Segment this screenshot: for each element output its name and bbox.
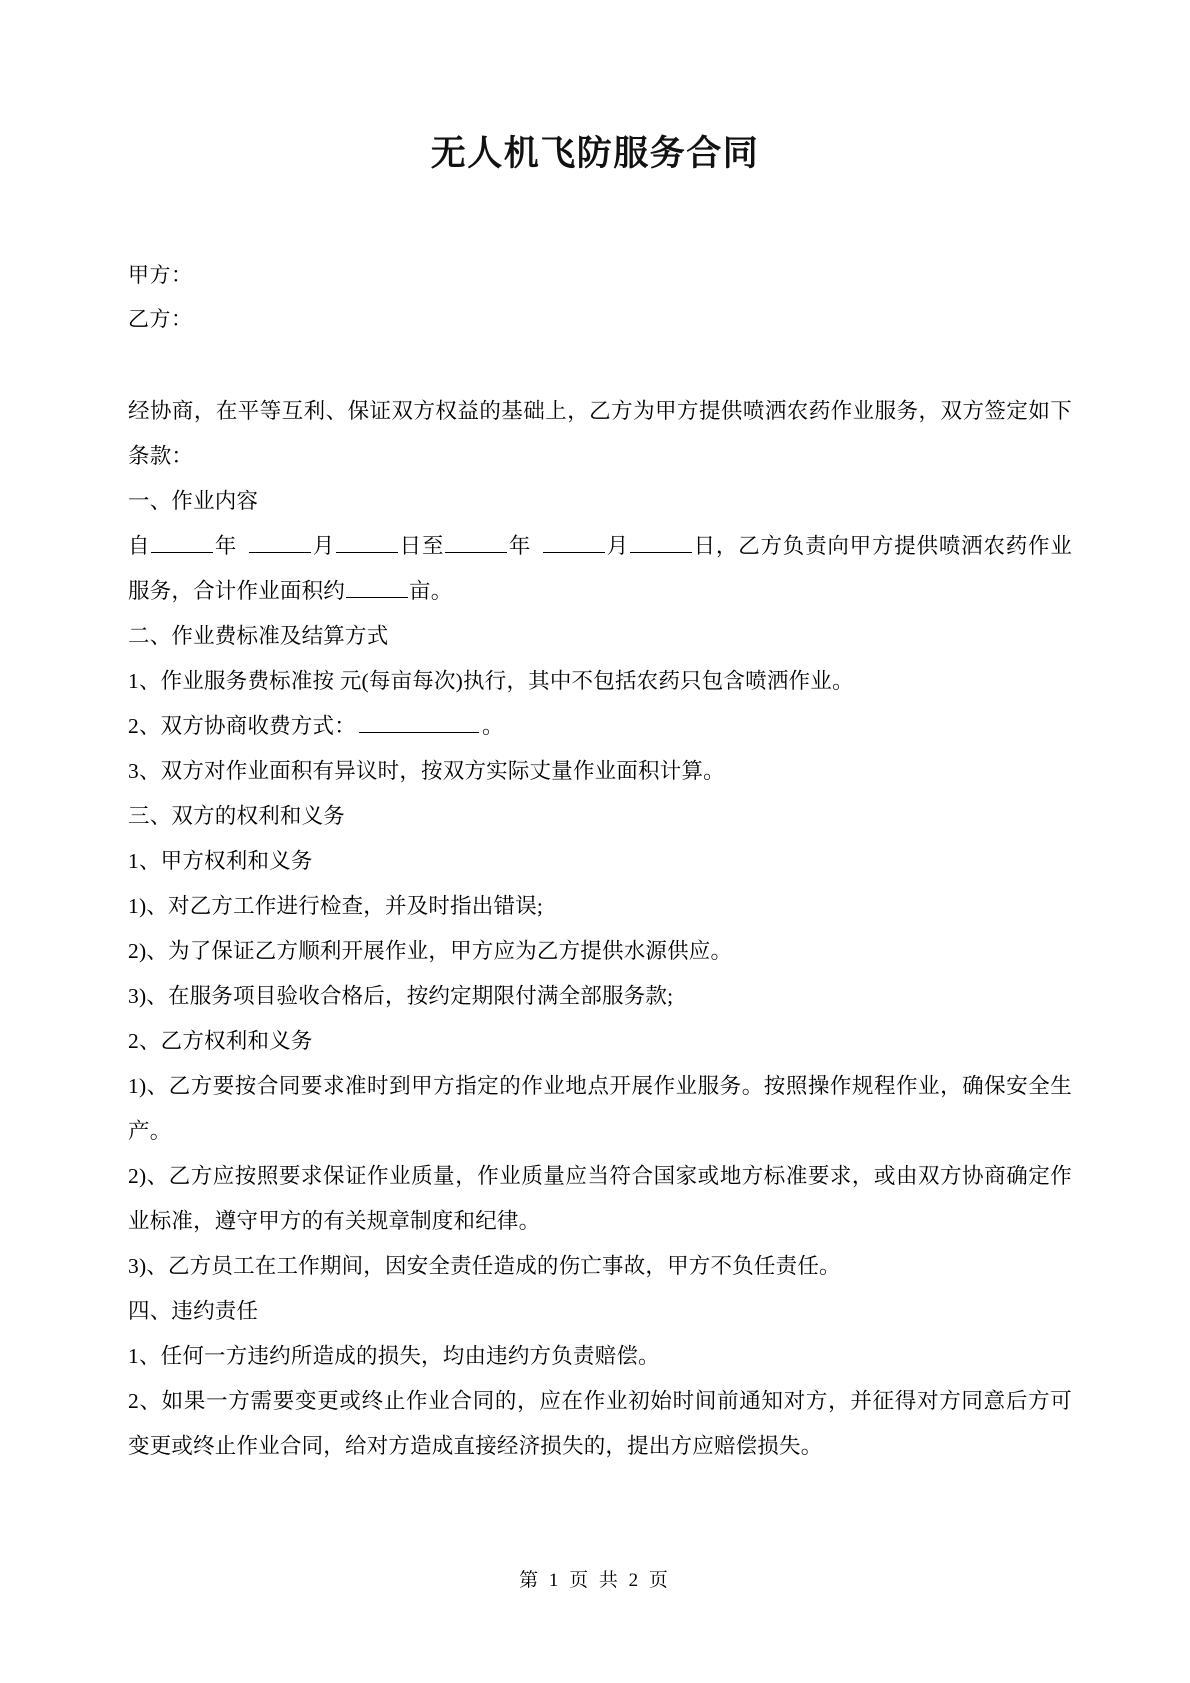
clause-party-a-2: 2)、为了保证乙方顺利开展作业，甲方应为乙方提供水源供应。: [128, 939, 733, 963]
day-label-1: 日至: [399, 534, 445, 558]
day-blank-1: [336, 552, 398, 553]
payment-method-tail: 。: [481, 714, 504, 738]
month-label-2: 月: [606, 534, 630, 558]
section-heading-3: 三、双方的权利和义务: [128, 804, 346, 828]
clause-party-a-rights-heading: 1、甲方权利和义务: [128, 849, 313, 873]
clause-work-content-text: 日，乙方负责向甲方提供喷洒农药作业服务，合计作业面积约: [128, 534, 1073, 603]
clause-work-content-dates: [128, 524, 1072, 614]
page-footer: [0, 1493, 1190, 1683]
year-blank-2: [445, 552, 507, 553]
section-heading-2: 二、作业费标准及结算方式: [128, 624, 389, 648]
clause-payment-method: [128, 704, 1072, 749]
preamble-paragraph: 经协商，在平等互利、保证双方权益的基础上，乙方为甲方提供喷洒农药作业服务，双方签定如下条款：: [128, 399, 1072, 468]
party-second-label: 乙方：: [128, 307, 193, 331]
payment-method-blank: [359, 732, 479, 733]
parties-spacer: [128, 341, 1072, 389]
clause-fee-standard: 1、作业服务费标准按 元(每亩每次)执行，其中不包括农药只包含喷洒作业。: [128, 669, 854, 693]
month-blank-2: [543, 552, 605, 553]
area-unit-label: 亩。: [409, 579, 453, 603]
clause-party-a-1: 1)、对乙方工作进行检查，并及时指出错误;: [128, 894, 544, 918]
document-body: [0, 253, 1190, 1469]
page-number: 第 1 页 共 2 页: [519, 1570, 671, 1591]
clause-breach-1: 1、任何一方违约所造成的损失，均由违约方负责赔偿。: [128, 1344, 660, 1368]
date-prefix: 自: [128, 534, 151, 558]
clause-area-dispute: 3、双方对作业面积有异议时，按双方实际丈量作业面积计算。: [128, 759, 725, 783]
clause-party-b-rights-heading: 2、乙方权利和义务: [128, 1029, 313, 1053]
clause-party-b-1: 1)、乙方要按合同要求准时到甲方指定的作业地点开展作业服务。按照操作规程作业，确保安全生产。: [128, 1074, 1072, 1143]
section-heading-1: 一、作业内容: [128, 489, 259, 513]
clause-party-a-3: 3)、在服务项目验收合格后，按约定期限付满全部服务款;: [128, 984, 674, 1008]
year-label-2: 年: [508, 534, 532, 558]
party-first-label: 甲方：: [128, 263, 193, 287]
payment-method-prefix: 2、双方协商收费方式：: [128, 714, 356, 738]
month-blank-1: [249, 552, 311, 553]
year-blank-1: [151, 552, 213, 553]
day-blank-2: [630, 552, 692, 553]
section-heading-4: 四、违约责任: [128, 1299, 259, 1323]
title-spacer: [0, 175, 1190, 253]
clause-breach-2: 2、如果一方需要变更或终止作业合同的，应在作业初始时间前通知对方，并征得对方同意后方可变更或终止作业合同，给对方造成直接经济损失的，提出方应赔偿损失。: [128, 1389, 1072, 1458]
page-title: 无人机飞防服务合同: [430, 134, 760, 173]
clause-party-b-2: 2)、乙方应按照要求保证作业质量，作业质量应当符合国家或地方标准要求，或由双方协商确定作业标准，遵守甲方的有关规章制度和纪律。: [128, 1164, 1072, 1233]
area-blank: [346, 597, 408, 598]
clause-party-b-3: 3)、乙方员工在工作期间，因安全责任造成的伤亡事故，甲方不负任责任。: [128, 1254, 841, 1278]
year-label-1: 年: [214, 534, 238, 558]
month-label-1: 月: [312, 534, 336, 558]
